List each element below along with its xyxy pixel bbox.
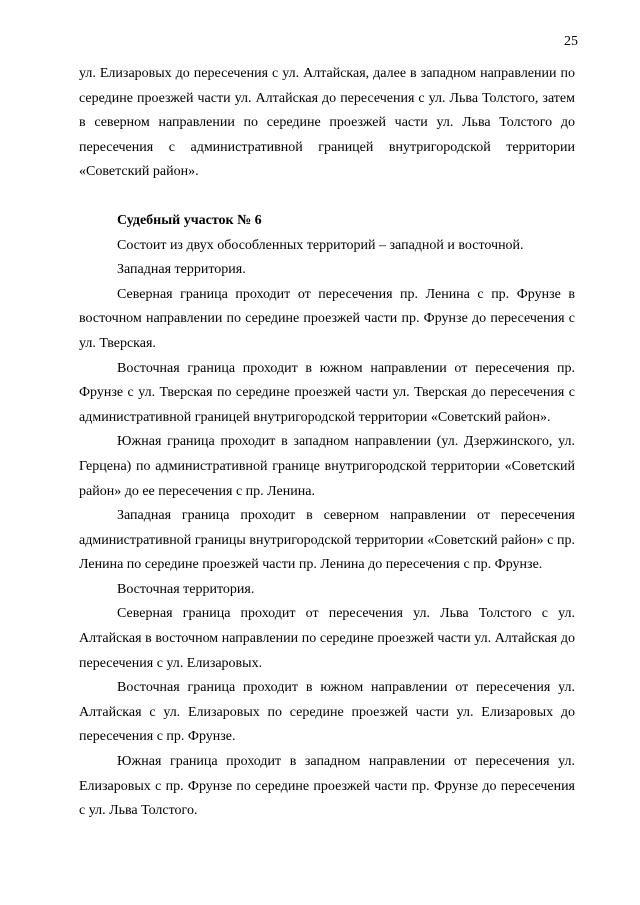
paragraph-west-north-border: Северная граница проходит от пересечения пр. Ленина с пр. Фрунзе в восточном направлении по середине проезжей части пр. Фрунзе до пересечения с ул. Тверская. xyxy=(79,286,575,351)
section-heading: Судебный участок № 6 xyxy=(117,212,262,228)
paragraph-intro: Состоит из двух обособленных территорий – западной и восточной. xyxy=(117,237,524,253)
subheading-east-territory: Восточная территория. xyxy=(117,581,255,597)
paragraph-west-west-border: Западная граница проходит в северном направлении от пересечения административной границы внутригородской территории «Советский район» с пр. Ленина по середине проезжей части пр. Ленина до пересечения с пр. Фрунзе. xyxy=(79,508,575,573)
page-number: 25 xyxy=(564,34,578,49)
paragraph-continuation: ул. Елизаровых до пересечения с ул. Алтайская, далее в западном направлении по середине проезжей части ул. Алтайская до пересечения с ул. Льва Толстого, затем в северном направлении по середине проезжей части ул. Льва Толстого до пересечения с административной границей внутригородской территории «Советский район». xyxy=(79,66,575,180)
paragraph-east-east-border: Восточная граница проходит в южном направлении от пересечения ул. Алтайская с ул. Елизаровых по середине проезжей части ул. Елизаровых до пересечения с пр. Фрунзе. xyxy=(79,680,575,745)
document-body xyxy=(79,62,575,824)
paragraph-east-south-border: Южная граница проходит в западном направлении от пересечения ул. Елизаровых с пр. Фрунзе по середине проезжей части пр. Фрунзе до пересечения с ул. Льва Толстого. xyxy=(79,754,575,819)
paragraph-west-east-border: Восточная граница проходит в южном направлении от пересечения пр. Фрунзе с ул. Тверская по середине проезжей части ул. Тверская до пересечения с административной границей внутригородской территории «Советский район». xyxy=(79,360,575,425)
paragraph-west-south-border: Южная граница проходит в западном направлении (ул. Дзержинского, ул. Герцена) по административной границе внутригородской территории «Советский район» до ее пересечения с пр. Ленина. xyxy=(79,434,575,499)
paragraph-east-north-border: Северная граница проходит от пересечения ул. Льва Толстого с ул. Алтайская в восточном направлении по середине проезжей части ул. Алтайская до пересечения с ул. Елизаровых. xyxy=(79,606,575,671)
subheading-west-territory: Западная территория. xyxy=(117,262,246,278)
